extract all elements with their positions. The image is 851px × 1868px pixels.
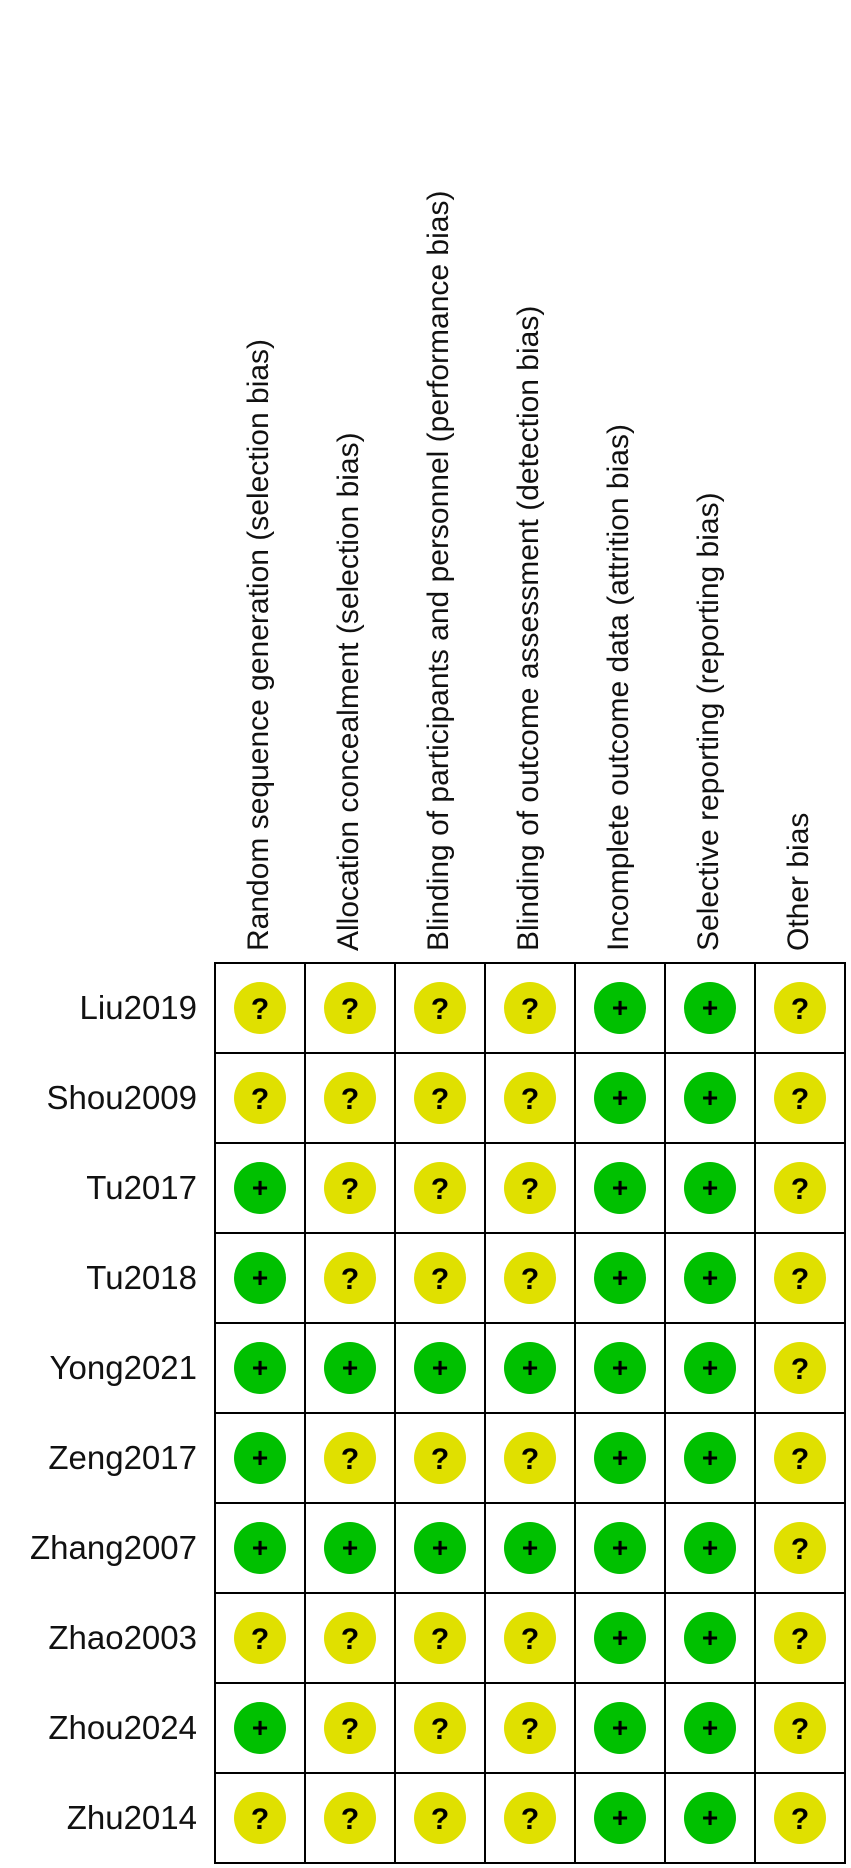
low-risk-mark [234,1252,286,1304]
low-risk-mark [324,1342,376,1394]
study-label: Zhou2024 [48,1709,197,1746]
unclear-risk-mark [324,1432,376,1484]
plus-icon: + [611,992,629,1023]
low-risk-mark [594,1072,646,1124]
plus-icon: + [611,1802,629,1833]
plus-icon: + [701,1442,719,1473]
question-icon: ? [250,993,270,1026]
domain-label: Blinding of participants and personnel (performance bias) [422,190,455,951]
unclear-risk-mark [774,1702,826,1754]
low-risk-mark [594,982,646,1034]
question-icon: ? [520,1713,540,1746]
question-icon: ? [790,1263,810,1296]
question-icon: ? [430,1263,450,1296]
question-icon: ? [340,993,360,1026]
question-icon: ? [430,1713,450,1746]
plus-icon: + [701,1712,719,1743]
unclear-risk-mark [504,982,556,1034]
study-label: Shou2009 [46,1079,197,1116]
study-label: Liu2019 [79,989,197,1026]
low-risk-mark [504,1522,556,1574]
question-icon: ? [430,1443,450,1476]
domain-label: Blinding of outcome assessment (detection bias) [512,305,545,951]
question-icon: ? [790,993,810,1026]
unclear-risk-mark [234,1612,286,1664]
unclear-risk-mark [774,1432,826,1484]
plus-icon: + [431,1532,449,1563]
plus-icon: + [611,1172,629,1203]
study-labels [30,989,197,1836]
question-icon: ? [790,1353,810,1386]
domain-label: Allocation concealment (selection bias) [332,432,365,951]
question-icon: ? [790,1803,810,1836]
low-risk-mark [594,1342,646,1394]
question-icon: ? [430,1083,450,1116]
unclear-risk-mark [774,1072,826,1124]
question-icon: ? [790,1083,810,1116]
study-label: Zhang2007 [30,1529,197,1566]
question-icon: ? [520,1263,540,1296]
study-label: Zhao2003 [48,1619,197,1656]
domain-label: Incomplete outcome data (attrition bias) [602,424,635,951]
domain-label: Random sequence generation (selection bias) [242,338,275,951]
plus-icon: + [701,1622,719,1653]
question-icon: ? [790,1173,810,1206]
low-risk-mark [234,1432,286,1484]
unclear-risk-mark [324,1792,376,1844]
plus-icon: + [701,1262,719,1293]
unclear-risk-mark [414,982,466,1034]
plus-icon: + [701,1532,719,1563]
unclear-risk-mark [414,1702,466,1754]
question-icon: ? [250,1803,270,1836]
low-risk-mark [684,1342,736,1394]
unclear-risk-mark [504,1162,556,1214]
plus-icon: + [611,1082,629,1113]
low-risk-mark [594,1432,646,1484]
unclear-risk-mark [324,982,376,1034]
low-risk-mark [684,1432,736,1484]
plus-icon: + [251,1712,269,1743]
low-risk-mark [234,1702,286,1754]
low-risk-mark [684,1162,736,1214]
study-label: Zhu2014 [66,1799,197,1836]
question-icon: ? [790,1443,810,1476]
unclear-risk-mark [774,1252,826,1304]
unclear-risk-mark [504,1612,556,1664]
plus-icon: + [701,1082,719,1113]
study-label: Tu2018 [86,1259,197,1296]
study-label: Zeng2017 [48,1439,197,1476]
unclear-risk-mark [234,982,286,1034]
unclear-risk-mark [324,1702,376,1754]
unclear-risk-mark [504,1702,556,1754]
low-risk-mark [684,1702,736,1754]
plus-icon: + [251,1532,269,1563]
unclear-risk-mark [414,1612,466,1664]
low-risk-mark [414,1522,466,1574]
plus-icon: + [611,1532,629,1563]
unclear-risk-mark [414,1252,466,1304]
question-icon: ? [430,1803,450,1836]
low-risk-mark [234,1522,286,1574]
question-icon: ? [520,1173,540,1206]
low-risk-mark [234,1162,286,1214]
question-icon: ? [340,1713,360,1746]
low-risk-mark [594,1792,646,1844]
unclear-risk-mark [324,1612,376,1664]
plus-icon: + [701,1802,719,1833]
plus-icon: + [611,1622,629,1653]
low-risk-mark [594,1702,646,1754]
unclear-risk-mark [504,1792,556,1844]
plus-icon: + [521,1532,539,1563]
plus-icon: + [431,1352,449,1383]
question-icon: ? [520,1083,540,1116]
unclear-risk-mark [414,1792,466,1844]
unclear-risk-mark [504,1072,556,1124]
unclear-risk-mark [234,1792,286,1844]
question-icon: ? [520,1623,540,1656]
question-icon: ? [430,993,450,1026]
study-label: Tu2017 [86,1169,197,1206]
low-risk-mark [324,1522,376,1574]
low-risk-mark [684,1072,736,1124]
low-risk-mark [594,1612,646,1664]
plus-icon: + [611,1262,629,1293]
plus-icon: + [251,1442,269,1473]
plus-icon: + [701,992,719,1023]
unclear-risk-mark [234,1072,286,1124]
low-risk-mark [594,1162,646,1214]
unclear-risk-mark [414,1072,466,1124]
low-risk-mark [684,982,736,1034]
low-risk-mark [234,1342,286,1394]
plus-icon: + [611,1712,629,1743]
plus-icon: + [521,1352,539,1383]
question-icon: ? [340,1083,360,1116]
low-risk-mark [684,1792,736,1844]
domain-label: Selective reporting (reporting bias) [692,492,725,951]
question-icon: ? [250,1083,270,1116]
question-icon: ? [520,993,540,1026]
low-risk-mark [684,1612,736,1664]
unclear-risk-mark [324,1252,376,1304]
low-risk-mark [684,1522,736,1574]
question-icon: ? [790,1623,810,1656]
plus-icon: + [701,1352,719,1383]
low-risk-mark [504,1342,556,1394]
question-icon: ? [520,1443,540,1476]
domain-label: Other bias [782,812,815,951]
question-icon: ? [790,1533,810,1566]
domain-labels [242,191,815,951]
plus-icon: + [251,1262,269,1293]
unclear-risk-mark [774,1162,826,1214]
plus-icon: + [611,1442,629,1473]
question-icon: ? [340,1173,360,1206]
plus-icon: + [701,1172,719,1203]
unclear-risk-mark [504,1432,556,1484]
unclear-risk-mark [504,1252,556,1304]
question-icon: ? [340,1623,360,1656]
plus-icon: + [251,1352,269,1383]
plus-icon: + [611,1352,629,1383]
unclear-risk-mark [414,1162,466,1214]
question-icon: ? [250,1623,270,1656]
unclear-risk-mark [774,1522,826,1574]
unclear-risk-mark [774,1612,826,1664]
plus-icon: + [341,1352,359,1383]
low-risk-mark [414,1342,466,1394]
question-icon: ? [520,1803,540,1836]
unclear-risk-mark [414,1432,466,1484]
question-icon: ? [340,1803,360,1836]
question-icon: ? [430,1173,450,1206]
unclear-risk-mark [774,982,826,1034]
low-risk-mark [684,1252,736,1304]
unclear-risk-mark [324,1072,376,1124]
plus-icon: + [251,1172,269,1203]
unclear-risk-mark [324,1162,376,1214]
question-icon: ? [790,1713,810,1746]
unclear-risk-mark [774,1342,826,1394]
low-risk-mark [594,1252,646,1304]
question-icon: ? [430,1623,450,1656]
plus-icon: + [341,1532,359,1563]
unclear-risk-mark [774,1792,826,1844]
low-risk-mark [594,1522,646,1574]
study-label: Yong2021 [49,1349,197,1386]
question-icon: ? [340,1443,360,1476]
question-icon: ? [340,1263,360,1296]
